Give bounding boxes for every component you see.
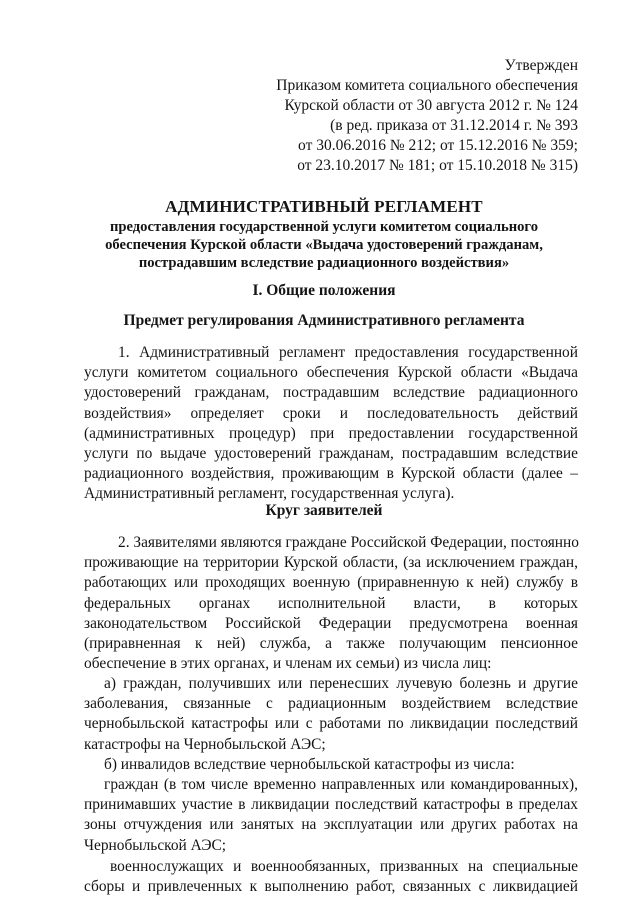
paragraph-line: услуги комитетом социального обеспечения Курской области «Выдача bbox=[84, 364, 578, 382]
section-heading-general: I. Общие положения bbox=[252, 282, 396, 299]
paragraph-line: катастрофы на Чернобыльской АЭС; bbox=[84, 735, 326, 753]
approval-line: от 23.10.2017 № 181; от 15.10.2018 № 315) bbox=[297, 157, 578, 174]
paragraph-military bbox=[84, 857, 578, 897]
paragraph-line: а) граждан, получивших или перенесших лучевую болезнь и другие bbox=[104, 675, 578, 692]
approval-line: от 30.06.2016 № 212; от 15.12.2016 № 359; bbox=[298, 137, 578, 154]
paragraph-line: воздействия» определяет сроки и последовательность действий bbox=[84, 404, 578, 422]
approval-line: Приказом комитета социального обеспечения bbox=[276, 77, 578, 94]
paragraph-line: радиационного воздействия, проживающим в Курской области (далее – bbox=[84, 465, 578, 483]
paragraph-1 bbox=[84, 343, 578, 505]
paragraph-line: работающих или проходящих военную (приравненную к ней) службу в bbox=[84, 574, 578, 592]
section-heading-applicants: Круг заявителей bbox=[265, 502, 383, 519]
paragraph-line: 1. Административный регламент предоставления государственной bbox=[118, 344, 578, 361]
approval-line: Курской области от 30 августа 2012 г. № 124 bbox=[284, 97, 578, 114]
document-subtitle-line: предоставления государственной услуги комитетом социального bbox=[109, 219, 538, 235]
approval-line: (в ред. приказа от 31.12.2014 г. № 393 bbox=[330, 117, 578, 134]
paragraph-line: сборы и привлеченных к выполнению работ, связанных с ликвидацией bbox=[84, 878, 578, 896]
paragraph-line: заболевания, связанные с радиационным воздействием вследствие bbox=[84, 695, 578, 713]
approval-line: Утвержден bbox=[504, 57, 578, 74]
paragraph-line: чернобыльской катастрофы или с работами по ликвидации последствий bbox=[84, 715, 578, 733]
paragraph-line: Чернобыльской АЭС; bbox=[84, 836, 227, 854]
paragraph-citizens bbox=[84, 775, 578, 856]
document-title: АДМИНИСТРАТИВНЫЙ РЕГЛАМЕНТ bbox=[165, 197, 483, 216]
paragraph-line: обеспечение в этих органах, и членам их семьи) из числа лиц: bbox=[84, 655, 492, 673]
paragraph-line: услуги по выдаче удостоверений гражданам, пострадавшим вследствие bbox=[84, 445, 578, 463]
paragraph-a bbox=[84, 674, 578, 755]
paragraph-line: Административный регламент, государственная услуга). bbox=[84, 485, 455, 503]
document-subtitle-line: пострадавшим вследствие радиационного воздействия» bbox=[138, 255, 510, 271]
paragraph-b bbox=[84, 755, 578, 775]
paragraph-line: (приравненная к ней) служба, а также получающим пенсионное bbox=[84, 635, 578, 653]
paragraph-line: военнослужащих и военнообязанных, призванных на специальные bbox=[110, 858, 578, 875]
paragraph-line: б) инвалидов вследствие чернобыльской катастрофы из числа: bbox=[104, 756, 515, 773]
document-title-block bbox=[70, 196, 578, 272]
document-subtitle-line: обеспечения Курской области «Выдача удостоверений гражданам, bbox=[105, 237, 543, 253]
paragraph-line: проживающие на территории Курской области, (за исключением граждан, bbox=[84, 554, 578, 572]
paragraph-line: 2. Заявителями являются граждане Российской Федерации, постоянно bbox=[118, 534, 579, 551]
approval-stamp-block bbox=[276, 56, 578, 176]
paragraph-line: граждан (в том числе временно направленных или командированных), bbox=[104, 776, 578, 793]
paragraph-line: принимавших участие в ликвидации последствий катастрофы в пределах bbox=[84, 796, 578, 814]
paragraph-2 bbox=[84, 533, 578, 674]
paragraph-line: (административных процедур) при предоставлении государственной bbox=[84, 424, 578, 442]
paragraph-line: законодательством Российской Федерации предусмотрена военная bbox=[84, 614, 578, 632]
paragraph-line: зоны отчуждения или занятых на эксплуатации или других работах на bbox=[84, 816, 578, 834]
section-heading-subject: Предмет регулирования Административного регламента bbox=[123, 312, 525, 329]
paragraph-line: удостоверений гражданам, пострадавшим вследствие радиационного bbox=[84, 384, 578, 402]
paragraph-line: федеральных органах исполнительной власти, в которых bbox=[84, 594, 578, 612]
